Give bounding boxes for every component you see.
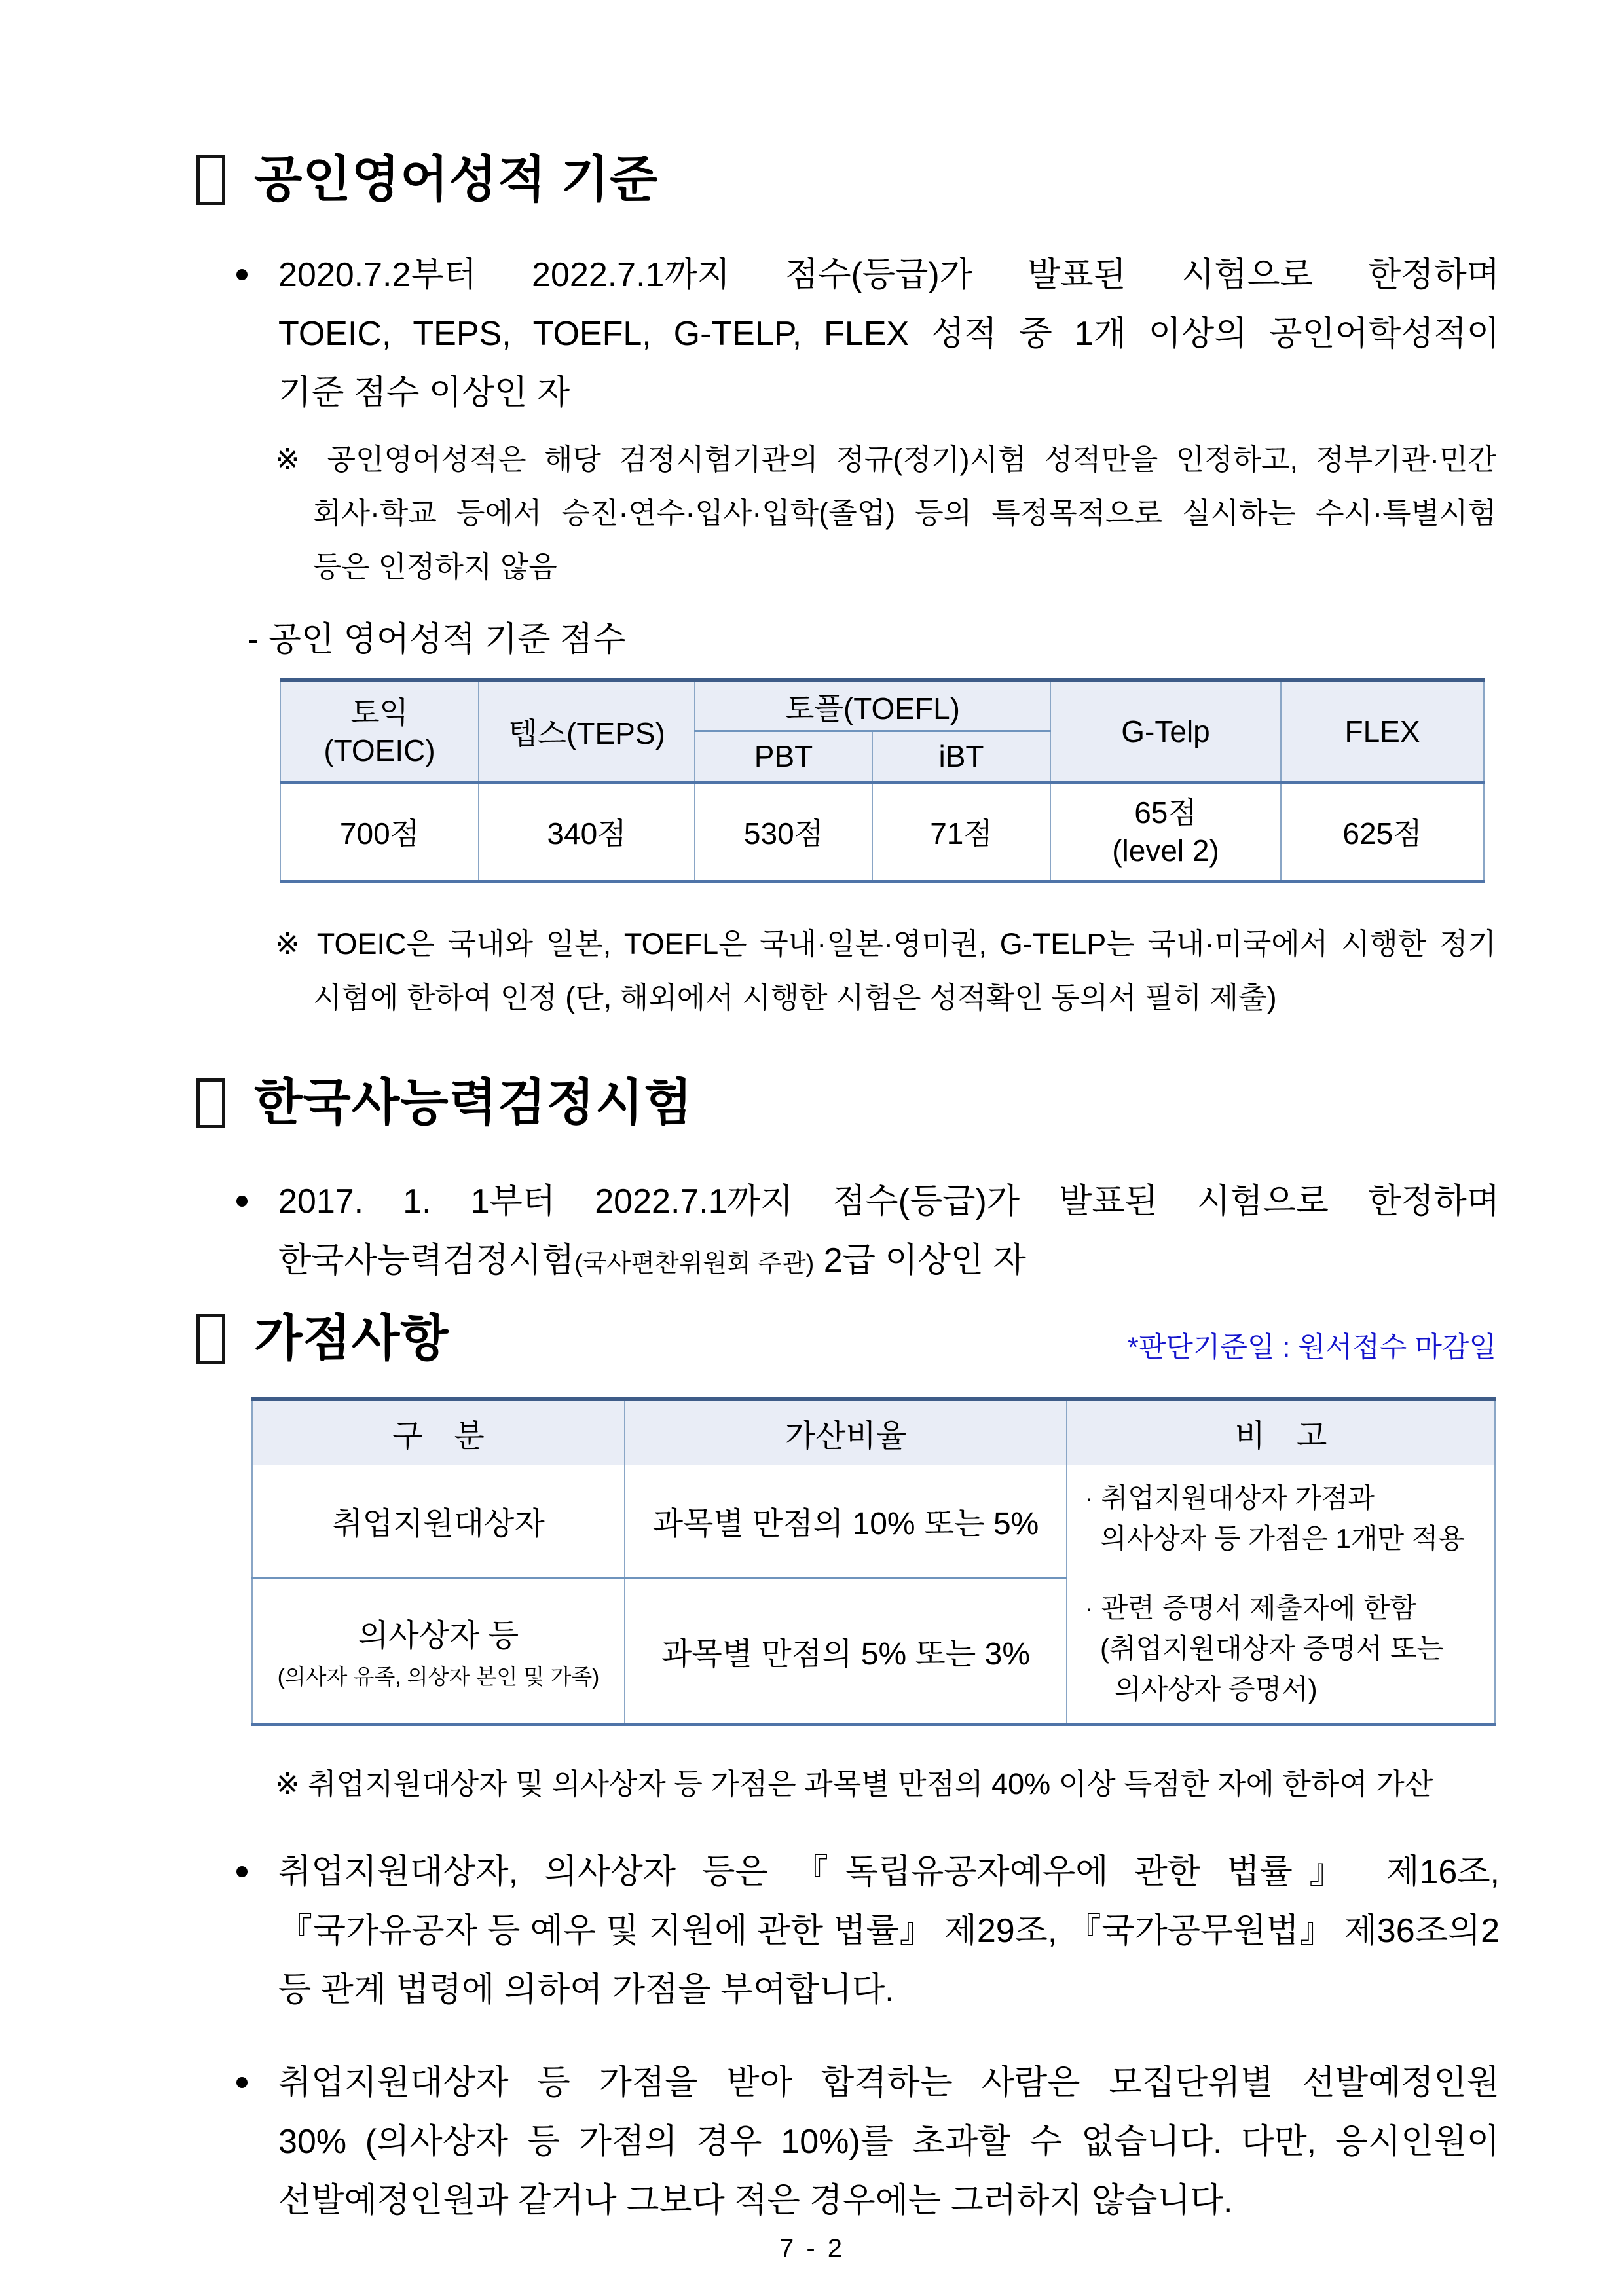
category-altruistic-persons: 의사상자 등 (의사자 유족, 의상자 본인 및 가족) <box>252 1578 625 1724</box>
section-heading-bonus <box>196 1306 449 1372</box>
paragraph-line: 선발예정인원과 같거나 그보다 적은 경우에는 그러하지 않습니다. <box>278 2181 1233 2220</box>
section-title: 공인영어성적 기준 <box>254 152 659 208</box>
table-row <box>280 782 1484 882</box>
paragraph-line: 취업지원대상자 등 가점을 받아 합격하는 사람은 모집단위별 선발예정인원 <box>278 2063 1500 2102</box>
page-number: 7 - 2 <box>779 2234 845 2263</box>
paragraph-bonus-limit <box>278 2053 1500 2230</box>
section-title: 가점사항 <box>254 1311 449 1367</box>
paragraph-line: 등 관계 법령에 의하여 가점을 부여합니다. <box>278 1970 895 2009</box>
paragraph-english-criteria <box>278 246 1500 422</box>
bonus-heading-row <box>196 1306 1496 1372</box>
bonus-points-table <box>251 1397 1496 1726</box>
ratio-employment-support: 과목별 만점의 10% 또는 5% <box>625 1465 1067 1579</box>
section-english-score <box>196 147 1500 1025</box>
flex-score: 625점 <box>1281 782 1484 882</box>
history-exam-name: 한국사능력검정시험 <box>278 1241 575 1279</box>
category-altruistic-detail: (의사자 유족, 의상자 본인 및 가족) <box>277 1664 600 1689</box>
col-header-ibt: iBT <box>872 731 1050 782</box>
section-heading-english <box>196 147 1496 213</box>
paragraph-line: 2017. 1. 1부터 2022.7.1까지 점수(등급)가 발표된 시험으로 한정하며 <box>278 1183 1500 1221</box>
paragraph-line <box>278 1231 1500 1293</box>
note-line: 등은 인정하지 않음 <box>313 550 557 583</box>
paragraph-line: 30% (의사상자 등 가점의 경우 10%)를 초과할 수 없습니다. 다만, 응시인원이 <box>278 2122 1500 2161</box>
bullet-icon <box>236 269 248 280</box>
paragraph-line: 『국가유공자 등 예우 및 지원에 관한 법률』 제29조, 『국가공무원법』 제36조의2 <box>278 1911 1500 1950</box>
table-caption-english-scores: - 공인 영어성적 기준 점수 <box>248 621 626 659</box>
square-bullet-icon <box>196 1314 225 1364</box>
col-header-ratio: 가산비율 <box>625 1399 1067 1465</box>
paragraph-line: TOEIC, TEPS, TOEFL, G-TELP, FLEX 성적 중 1개 이상의 공인어학성적이 <box>278 315 1500 353</box>
note-english-regular-exam <box>275 433 1496 594</box>
col-header-toeic: 토익 (TOEIC) <box>280 680 479 782</box>
square-bullet-icon <box>196 155 225 205</box>
table-row-employment-support <box>252 1465 1495 1579</box>
history-grade-requirement: 2급 이상인 자 <box>814 1241 1026 1279</box>
gtelp-score: 65점 (level 2) <box>1050 782 1281 882</box>
deadline-note: *판단기준일 : 원서접수 마감일 <box>1128 1332 1496 1363</box>
note-line: ※ TOEIC은 국내와 일본, TOEFL은 국내·일본·영미권, G-TELP는 국내·미국에서 시행한 정기 <box>275 927 1496 961</box>
col-header-remark: 비 고 <box>1067 1399 1495 1465</box>
section-korean-history <box>196 1071 1500 1293</box>
remark-group-certificate: · 관련 증명서 제출자에 한함 (취업지원대상자 증명서 또는 의사상자 증명서) <box>1084 1592 1444 1704</box>
note-bonus-threshold <box>275 1757 1496 1811</box>
pbt-score: 530점 <box>695 782 872 882</box>
history-exam-organizer: (국사편찬위원회 주관) <box>574 1250 815 1277</box>
section-bonus-points <box>196 1306 1500 2230</box>
bullet-icon <box>236 1196 248 1207</box>
note-line: ※ 공인영어성적은 해당 검정시험기관의 정규(정기)시험 성적만을 인정하고, 정부기관·민간 <box>275 443 1496 476</box>
col-header-flex: FLEX <box>1281 680 1484 782</box>
bullet-icon <box>236 1866 248 1877</box>
paragraph-history-criteria <box>278 1172 1500 1293</box>
note-line: ※ 취업지원대상자 및 의사상자 등 가점은 과목별 만점의 40% 이상 득점한 자에 한하여 가산 <box>275 1767 1433 1801</box>
ratio-altruistic-persons: 과목별 만점의 5% 또는 3% <box>625 1578 1067 1724</box>
square-bullet-icon <box>196 1078 225 1128</box>
note-line: 시험에 한하여 인정 (단, 해외에서 시행한 시험은 성적확인 동의서 필히 제출) <box>313 981 1277 1014</box>
section-title: 한국사능력검정시험 <box>254 1075 693 1131</box>
col-header-gtelp: G-Telp <box>1050 680 1281 782</box>
col-header-teps: 텝스(TEPS) <box>479 680 695 782</box>
note-english-exam-regions <box>275 917 1496 1025</box>
section-heading-history <box>196 1071 1496 1136</box>
remark-group-one-only: · 취업지원대상자 가점과 의사상자 등 가점은 1개만 적용 <box>1084 1482 1465 1554</box>
note-line: 회사·학교 등에서 승진·연수·입사·입학(졸업) 등의 특정목적으로 실시하는 수시·특별시험 <box>313 496 1496 530</box>
category-employment-support: 취업지원대상자 <box>252 1465 625 1579</box>
col-header-category: 구 분 <box>252 1399 625 1465</box>
col-header-toefl: 토플(TOEFL) <box>695 680 1050 731</box>
ibt-score: 71점 <box>872 782 1050 882</box>
toeic-score: 700점 <box>280 782 479 882</box>
english-score-table <box>280 678 1485 883</box>
bullet-icon <box>236 2077 248 2088</box>
col-header-pbt: PBT <box>695 731 872 782</box>
remark-cell <box>1067 1465 1495 1725</box>
paragraph-line: 2020.7.2부터 2022.7.1까지 점수(등급)가 발표된 시험으로 한정하며 <box>278 256 1500 294</box>
paragraph-line: 기준 점수 이상인 자 <box>278 374 570 412</box>
paragraph-line: 취업지원대상자, 의사상자 등은 『독립유공자예우에 관한 법률』 제16조, <box>278 1852 1500 1891</box>
teps-score: 340점 <box>479 782 695 882</box>
paragraph-bonus-laws <box>278 1843 1500 2019</box>
